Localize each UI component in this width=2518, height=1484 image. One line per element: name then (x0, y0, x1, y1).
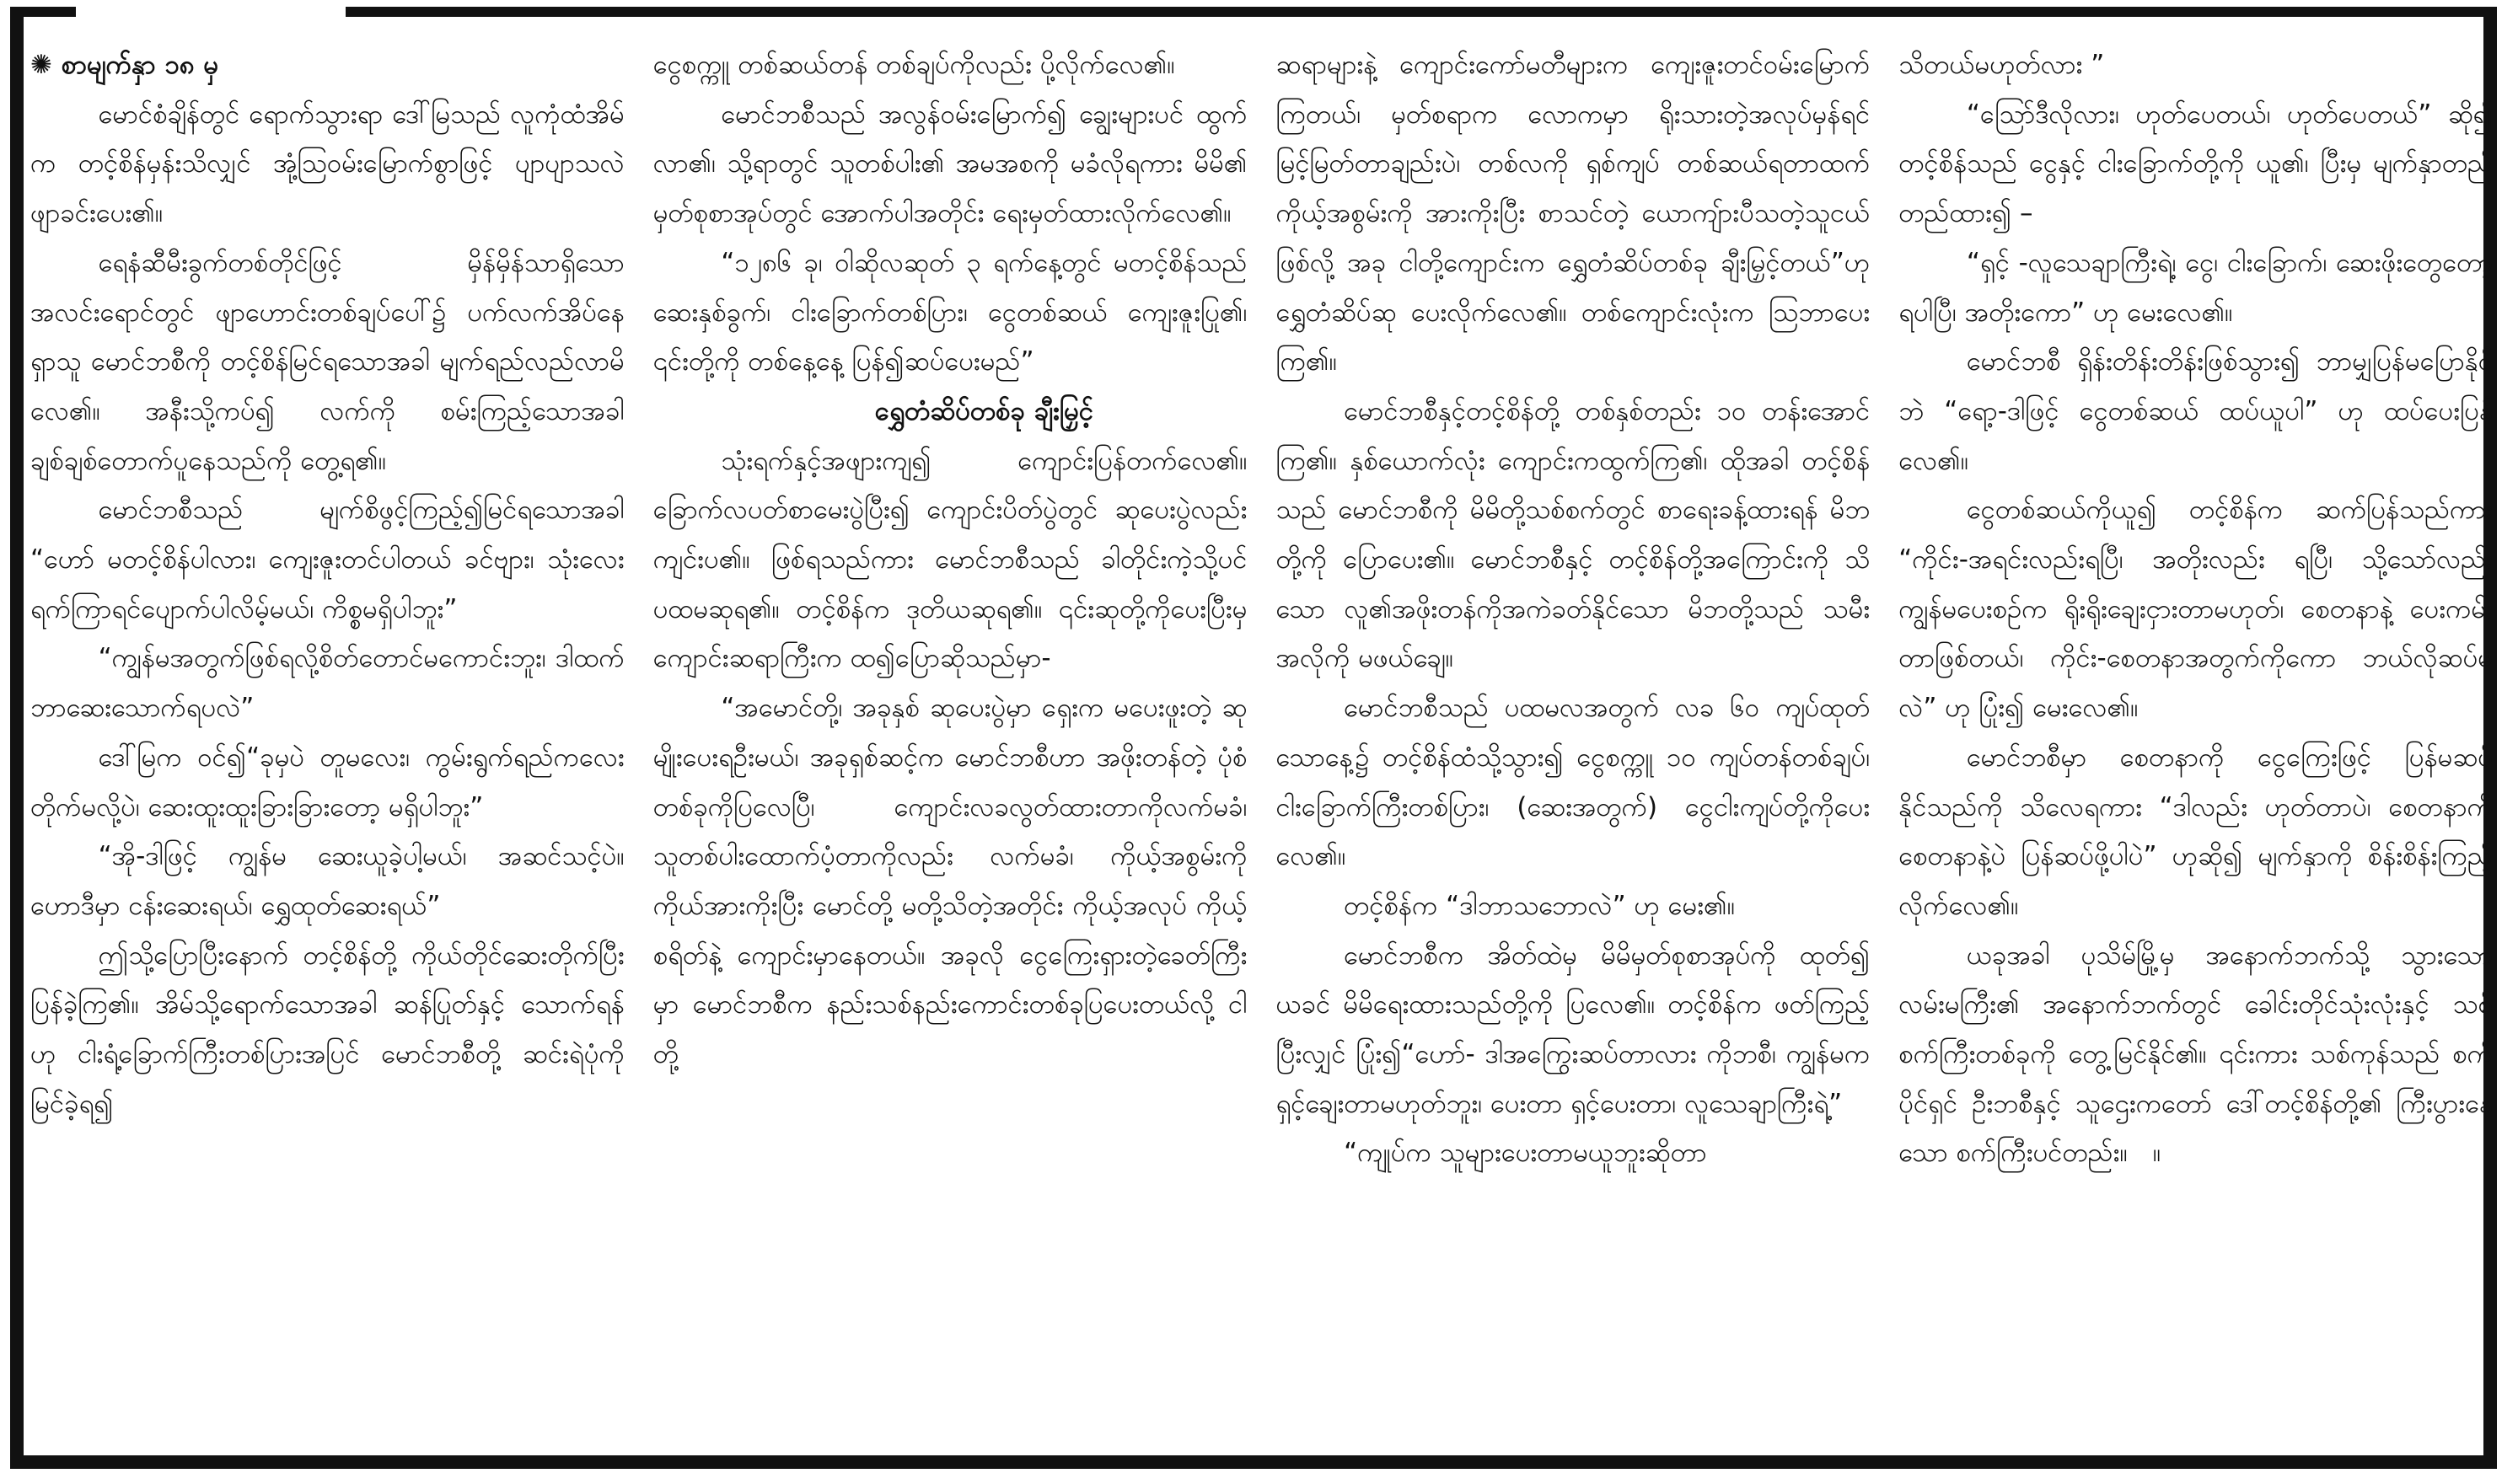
paragraph: တင့်စိန်က “ဒါဘာသဘောလဲ” ဟု မေး၏။ (1344, 890, 1736, 921)
end-mark: ။ (2152, 1138, 2161, 1169)
article-body (30, 40, 2493, 1459)
paragraph: မောင်စံချိန်တွင် ရောက်သွားရာ ဒေါ်မြသည် လူကုံထံအိမ်က တင့်စိန်မှန်းသိလျှင် အုံ့ဩဝမ်းမြောက်စွာဖြင့် ပျာပျာသလဲ ဖျာခင်းပေး၏။ (30, 99, 625, 229)
paragraph: “အမောင်တို့၊ အခုနှစ် ဆုပေးပွဲမှာ ရှေးက မပေးဖူးတဲ့ ဆုမျိုးပေးရဦးမယ်၊ အခုရှစ်ဆင့်က မောင်ဘစီဟာ အဖိုးတန်တဲ့ ပုံစံတစ်ခုကိုပြလေပြီ၊ ကျောင်းလခလွတ်ထားတာကိုလက်မခံ၊ သူတစ်ပါးထောက်ပံ့တာကိုလည်း လက်မခံ၊ ကိုယ့်အစွမ်းကို ကိုယ်အားကိုးပြီး မောင်တို့ မတို့သိတဲ့အတိုင်း ကိုယ့်အလုပ် ကိုယ့်စရိတ်နဲ့ ကျောင်းမှာနေတယ်။ အခုလို ငွေကြေးရှားတဲ့ခေတ်ကြီးမှာ မောင်ဘစီက နည်းသစ်နည်းကောင်းတစ်ခုပြပေးတယ်လို့ ငါတို့ (652, 693, 1248, 1070)
paragraph: မောင်ဘစီသည် ပထမလအတွက် လခ ၆၀ ကျပ်ထုတ်သောနေ့၌ တင့်စိန်ထံသို့သွား၍ ငွေစက္ကူ ၁၀ ကျပ်တန်တစ်ချပ်၊ ငါးခြောက်ကြီးတစ်ပြား၊ (ဆေးအတွက်) ငွေငါးကျပ်တို့ကိုပေးလေ၏။ (1275, 693, 1871, 872)
section-subheading: ရွှေတံဆိပ်တစ်ခု ချီးမြှင့် (874, 395, 1094, 426)
paragraph: ငွေတစ်ဆယ်ကိုယူ၍ တင့်စိန်က ဆက်ပြန်သည်ကား “ကိုင်း-အရင်းလည်းရပြီ၊ အတိုးလည်း ရပြီ၊ သို့သော်လည်း ကျွန်မပေးစဉ်က ရိုးရိုးချေးငှားတာမဟုတ်၊ စေတနာနဲ့ ပေးကမ်းတာဖြစ်တယ်၊ ကိုင်း-စေတနာအတွက်ကိုကော ဘယ်လိုဆပ်မလဲ” ဟု ပြုံး၍ မေးလေ၏။ (1898, 495, 2493, 724)
column-2 (653, 40, 1248, 1459)
paragraph: ငွေစက္ကူ တစ်ဆယ်တန် တစ်ချပ်ကိုလည်း ပို့လိုက်လေ၏။ (652, 50, 1175, 80)
column-3 (1276, 40, 1871, 1459)
paragraph-text: ယခုအခါ ပုသိမ်မြို့မှ အနောက်ဘက်သို့ သွားသော လမ်းမကြီး၏ အနောက်ဘက်တွင် ခေါင်းတိုင်သုံးလုံးနှင့် သစ်စက်ကြီးတစ်ခုကို တွေ့မြင်နိုင်၏။ ၎င်းကား သစ်ကုန်သည် စက်ပိုင်ရှင် ဦးဘစီနှင့် သူဌေးကတော် ဒေါ်တင့်စိန်တို့၏ ကြီးပွားနေသော စက်ကြီးပင်တည်း။ (1898, 940, 2493, 1169)
paragraph: သိတယ်မဟုတ်လား ” (1898, 50, 2105, 80)
final-paragraph (1898, 931, 2493, 1179)
paragraph: မောင်ဘစီမှာ စေတနာကို ငွေကြေးဖြင့် ပြန်မဆပ်နိုင်သည်ကို သိလေရကား “ဒါလည်း ဟုတ်တာပဲ၊ စေတနာကို စေတနာနဲ့ပဲ ပြန်ဆပ်ဖို့ပါပဲ” ဟုဆို၍ မျက်နှာကို စိန်းစိန်းကြည့်လိုက်လေ၏။ (1898, 742, 2493, 921)
border-gap (76, 3, 346, 20)
paragraph: ဤသို့ပြောပြီးနောက် တင့်စိန်တို့ ကိုယ်တိုင်ဆေးတိုက်ပြီး ပြန်ခဲ့ကြ၏။ အိမ်သို့ရောက်သောအခါ ဆန်ပြုတ်နှင့် သောက်ရန်ဟု ငါးရံ့ခြောက်ကြီးတစ်ပြားအပြင် မောင်ဘစီတို့ ဆင်းရဲပုံကို မြင်ခဲ့ရ၍ (30, 940, 625, 1119)
paragraph: “ရှင့် -လူသေချာကြီးရဲ့၊ ငွေ၊ ငါးခြောက်၊ ဆေးဖိုးတွေတော့ ရပါပြီ၊ အတိုးကော” ဟု မေးလေ၏။ (1898, 247, 2493, 328)
column-1 (30, 40, 625, 1459)
paragraph: ဆရာများနဲ့ ကျောင်းကော်မတီများက ကျေးဇူးတင်ဝမ်းမြောက်ကြတယ်၊ မှတ်စရာက လောကမှာ ရိုးသားတဲ့အလုပ်မှန်ရင် မြင့်မြတ်တာချည်းပဲ၊ တစ်လကို ရှစ်ကျပ် တစ်ဆယ်ရတာထက် ကိုယ့်အစွမ်းကို အားကိုးပြီး စာသင်တဲ့ ယောကျ်ားပီသတဲ့သူငယ်ဖြစ်လို့ အခု ငါတို့ကျောင်းက ရွှေတံဆိပ်တစ်ခု ချီးမြှင့်တယ်”ဟု ရွှေတံဆိပ်ဆု ပေးလိုက်လေ၏။ တစ်ကျောင်းလုံးက ဩဘာပေးကြ၏။ (1275, 50, 1871, 378)
paragraph: မောင်ဘစီနှင့်တင့်စိန်တို့ တစ်နှစ်တည်း ၁၀ တန်းအောင်ကြ၏။ နှစ်ယောက်လုံး ကျောင်းကထွက်ကြ၏၊ ထိုအခါ တင့်စိန်သည် မောင်ဘစီကို မိမိတို့သစ်စက်တွင် စာရေးခန့်ထားရန် မိဘတို့ကို ပြောပေး၏။ မောင်ဘစီနှင့် တင့်စိန်တို့အကြောင်းကို သိသော လူ၏အဖိုးတန်ကိုအကဲခတ်နိုင်သော မိဘတို့သည် သမီးအလိုကို မဖယ်ချေ။ (1275, 395, 1871, 674)
paragraph: သုံးရက်နှင့်အဖျားကျ၍ ကျောင်းပြန်တက်လေ၏။ ခြောက်လပတ်စာမေးပွဲပြီး၍ ကျောင်းပိတ်ပွဲတွင် ဆုပေးပွဲလည်း ကျင်းပ၏။ ဖြစ်ရသည်ကား မောင်ဘစီသည် ခါတိုင်းကဲ့သို့ပင် ပထမဆုရ၏။ တင့်စိန်က ဒုတိယဆုရ၏။ ၎င်းဆုတို့ကိုပေးပြီးမှ ကျောင်းဆရာကြီးက ထ၍ပြောဆိုသည်မှာ- (652, 445, 1248, 674)
continuation-marker: ✺ စာမျက်နှာ ၁၈ မှ (30, 50, 219, 80)
paragraph: မောင်ဘစီသည် အလွန်ဝမ်းမြောက်၍ ချွေးများပင် ထွက်လာ၏၊ သို့ရာတွင် သူတစ်ပါး၏ အမအစကို မခံလိုရကား မိမိ၏ မှတ်စုစာအုပ်တွင် အောက်ပါအတိုင်း ရေးမှတ်ထားလိုက်လေ၏။ (652, 99, 1248, 229)
paragraph: “ကျွန်မအတွက်ဖြစ်ရလို့စိတ်တောင်မကောင်းဘူး၊ ဒါထက် ဘာဆေးသောက်ရပလဲ” (30, 643, 625, 724)
paragraph: “ကျုပ်က သူများပေးတာမယူဘူးဆိုတာ (1344, 1138, 1707, 1169)
column-4 (1898, 40, 2493, 1459)
paragraph: “ဩော်ဒီလိုလား၊ ဟုတ်ပေတယ်၊ ဟုတ်ပေတယ်” ဆို၍ တင့်စိန်သည် ငွေနှင့် ငါးခြောက်တို့ကို ယူ၏၊ ပြီးမှ မျက်နှာတည်တည်ထား၍ – (1898, 99, 2493, 229)
paragraph: “အို-ဒါဖြင့် ကျွန်မ ဆေးယူခဲ့ပါ့မယ်၊ အဆင်သင့်ပဲ။ ဟောဒီမှာ ငန်းဆေးရယ်၊ ရွှေထုတ်ဆေးရယ်” (30, 841, 625, 921)
paragraph: “၁၂၈၆ ခု၊ ဝါဆိုလဆုတ် ၃ ရက်နေ့တွင် မတင့်စိန်သည် ဆေးနှစ်ခွက်၊ ငါးခြောက်တစ်ပြား၊ ငွေတစ်ဆယ် ကျေးဇူးပြု၏၊ ၎င်းတို့ကို တစ်နေ့နေ့ ပြန်၍ဆပ်ပေးမည်” (652, 247, 1248, 378)
paragraph: မောင်ဘစီက အိတ်ထဲမှ မိမိမှတ်စုစာအုပ်ကို ထုတ်၍ ယခင် မိမိရေးထားသည်တို့ကို ပြလေ၏။ တင့်စိန်က ဖတ်ကြည့်ပြီးလျှင် ပြုံး၍“ဟော်- ဒါအကြွေးဆပ်တာလား ကိုဘစီ၊ ကျွန်မက ရှင့်ချေးတာမဟုတ်ဘူး၊ ပေးတာ ရှင့်ပေးတာ၊ လူသေချာကြီးရဲ့” (1275, 940, 1871, 1119)
paragraph: ရေနံဆီမီးခွက်တစ်တိုင်ဖြင့် မှိန်မှိန်သာရှိသော အလင်းရောင်တွင် ဖျာဟောင်းတစ်ချပ်ပေါ်၌ ပက်လက်အိပ်နေရှာသူ မောင်ဘစီကို တင့်စိန်မြင်ရသောအခါ မျက်ရည်လည်လာမိလေ၏။ အနီးသို့ကပ်၍ လက်ကို စမ်းကြည့်သောအခါ ချစ်ချစ်တောက်ပူနေသည်ကို တွေ့ရ၏။ (30, 247, 625, 476)
paragraph: မောင်ဘစီသည် မျက်စိဖွင့်ကြည့်၍မြင်ရသောအခါ “ဟော် မတင့်စိန်ပါလား၊ ကျေးဇူးတင်ပါတယ် ခင်ဗျား၊ သုံးလေးရက်ကြာရင်ပျောက်ပါလိမ့်မယ်၊ ကိစ္စမရှိပါဘူး” (30, 495, 625, 624)
paragraph: မောင်ဘစီ ရှိန်းတိန်းတိန်းဖြစ်သွား၍ ဘာမျှပြန်မပြောနိုင်ဘဲ “ရော့-ဒါဖြင့် ငွေတစ်ဆယ် ထပ်ယူပါ” ဟု ထပ်ပေးပြန်လေ၏။ (1898, 346, 2493, 476)
paragraph: ဒေါ်မြက ဝင်၍“ခုမှပဲ တူမလေး၊ ကွမ်းရွက်ရည်ကလေးတိုက်မလို့ပဲ၊ ဆေးထူးထူးခြားခြားတော့ မရှိပါဘူး” (30, 742, 625, 822)
